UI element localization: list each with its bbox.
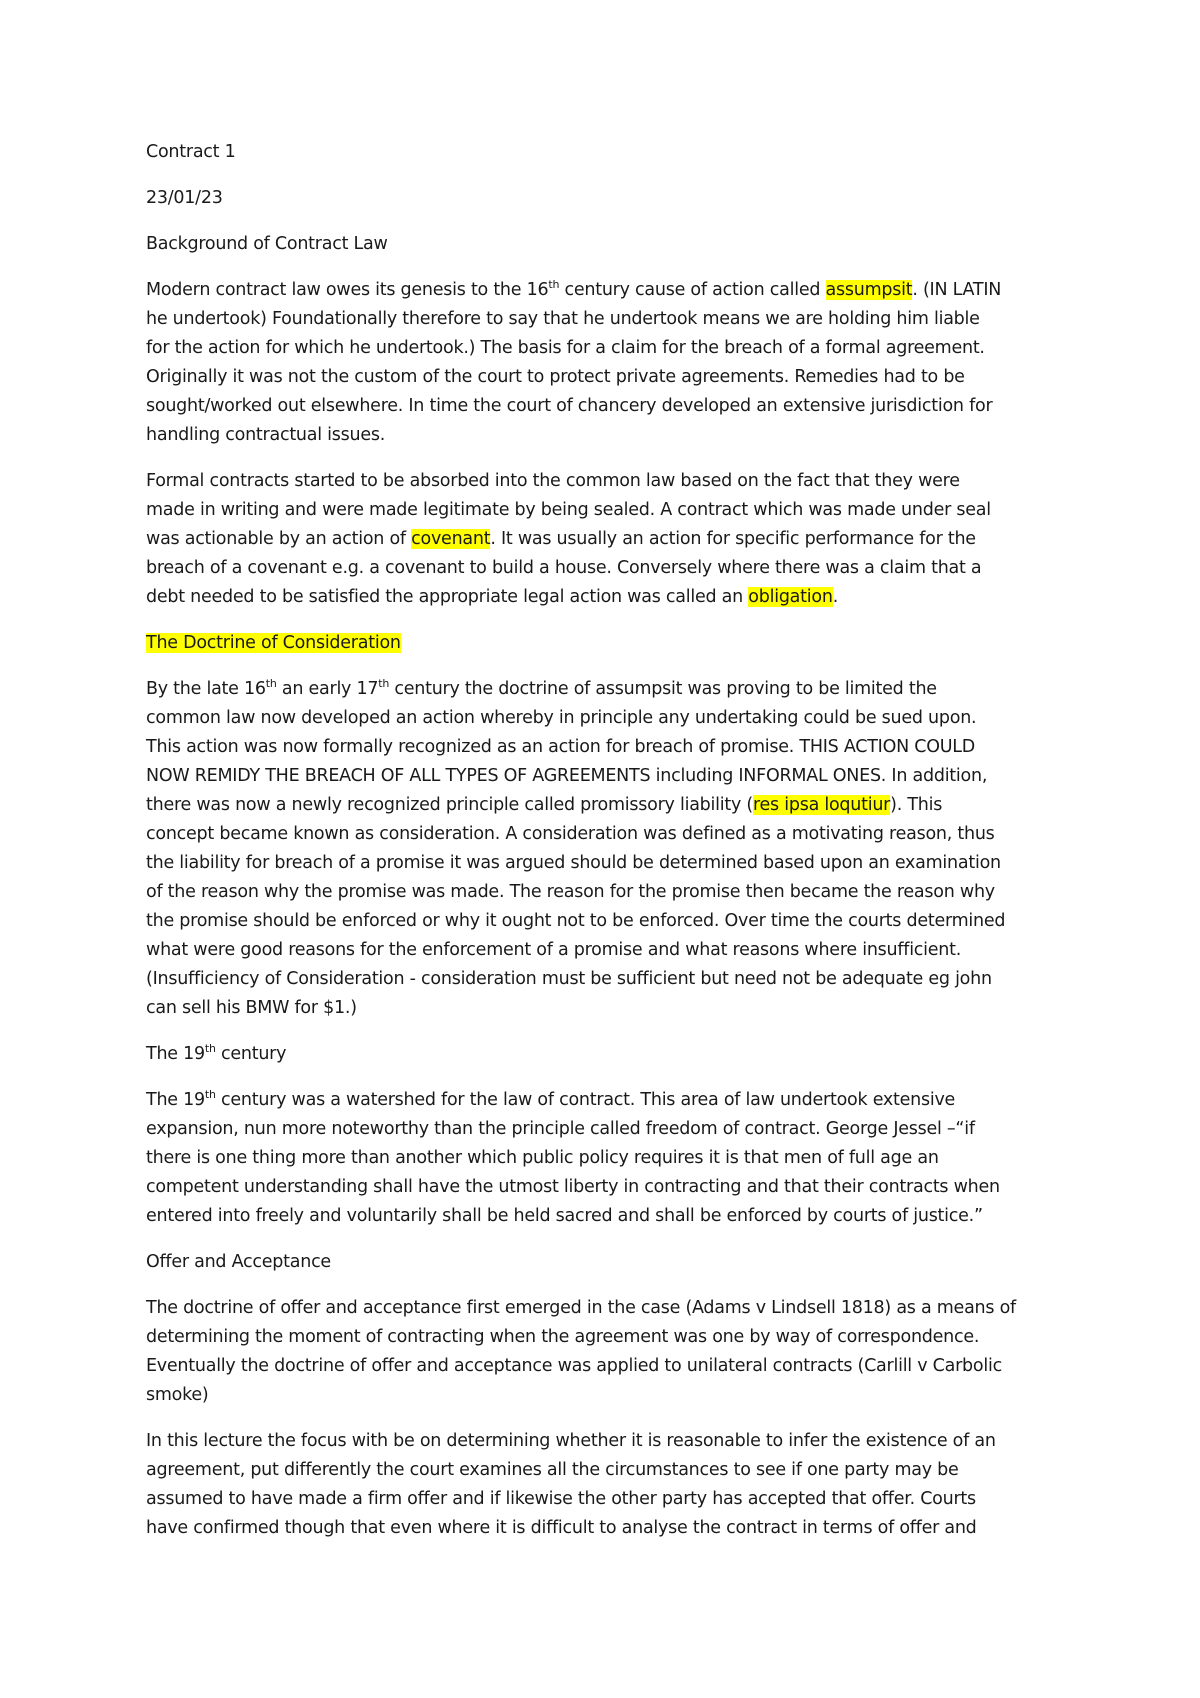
text-line: common law now developed an action whereby in principle any undertaking could be sued upon. bbox=[146, 708, 977, 728]
paragraph-19th-century bbox=[146, 1086, 1086, 1231]
text-line: Eventually the doctrine of offer and acceptance was applied to unilateral contracts (Carlill v Carbolic bbox=[146, 1356, 1002, 1376]
paragraph-offer-acceptance bbox=[146, 1294, 1086, 1410]
text-line: can sell his BMW for $1.) bbox=[146, 998, 357, 1018]
text-line: agreement, put differently the court examines all the circumstances to see if one party may be bbox=[146, 1460, 959, 1480]
paragraph-lecture-focus bbox=[146, 1427, 1086, 1543]
highlight-obligation: obligation bbox=[748, 587, 833, 607]
text-line: what were good reasons for the enforcement of a promise and what reasons where insufficient. bbox=[146, 940, 962, 960]
text-line: The 19th century was a watershed for the law of contract. This area of law undertook extensive bbox=[146, 1088, 956, 1110]
text-line: (Insufficiency of Consideration - consideration must be sufficient but need not be adequate eg john bbox=[146, 969, 992, 989]
text-line: have confirmed though that even where it is difficult to analyse the contract in terms of offer and bbox=[146, 1518, 977, 1538]
highlight-assumpsit: assumpsit bbox=[825, 280, 913, 300]
text-line: the liability for breach of a promise it was argued should be determined based upon an examination bbox=[146, 853, 1001, 873]
text-line: By the late 16th an early 17th century the doctrine of assumpsit was proving to be limited the bbox=[146, 677, 937, 699]
text-line: In this lecture the focus with be on determining whether it is reasonable to infer the existence of an bbox=[146, 1431, 996, 1451]
highlight-res-ipsa: res ipsa loqutiur bbox=[752, 795, 891, 815]
text-line: Originally it was not the custom of the court to protect private agreements. Remedies had to be bbox=[146, 367, 965, 387]
text-line: Formal contracts started to be absorbed into the common law based on the fact that they were bbox=[146, 471, 960, 491]
section-heading-19th-century: The 19th century bbox=[146, 1042, 287, 1064]
text-line: there is one thing more than another which public policy requires it is that men of full age an bbox=[146, 1148, 939, 1168]
text-line: determining the moment of contracting when the agreement was one by way of correspondence. bbox=[146, 1327, 980, 1347]
section-heading-background: Background of Contract Law bbox=[146, 234, 388, 254]
text-line: there was now a newly recognized principle called promissory liability (res ipsa loqutiur). This bbox=[146, 795, 943, 815]
text-line: competent understanding shall have the utmost liberty in contracting and that their contracts when bbox=[146, 1177, 1000, 1197]
text-line: of the reason why the promise was made. The reason for the promise then became the reason why bbox=[146, 882, 995, 902]
text-line: This action was now formally recognized as an action for breach of promise. THIS ACTION COULD bbox=[146, 737, 976, 757]
section-heading-offer-acceptance: Offer and Acceptance bbox=[146, 1252, 331, 1272]
section-heading-consideration: The Doctrine of Consideration bbox=[146, 633, 401, 653]
text-line: The doctrine of offer and acceptance first emerged in the case (Adams v Lindsell 1818) as a means of bbox=[146, 1298, 1016, 1318]
text-line: the promise should be enforced or why it ought not to be enforced. Over time the courts determined bbox=[146, 911, 1006, 931]
text-line: smoke) bbox=[146, 1385, 209, 1405]
document-page bbox=[146, 138, 1086, 1543]
paragraph-formal-contracts bbox=[146, 467, 1086, 612]
highlight-covenant: covenant bbox=[411, 529, 491, 549]
text-line: was actionable by an action of covenant. It was usually an action for specific performance for the bbox=[146, 529, 976, 549]
paragraph-background bbox=[146, 276, 1086, 450]
text-line: sought/worked out elsewhere. In time the court of chancery developed an extensive jurisdiction for bbox=[146, 396, 993, 416]
paragraph-consideration bbox=[146, 675, 1086, 1023]
text-line: Modern contract law owes its genesis to the 16th century cause of action called assumpsit. (IN LATIN bbox=[146, 278, 1002, 300]
document-date: 23/01/23 bbox=[146, 188, 223, 208]
text-line: made in writing and were made legitimate by being sealed. A contract which was made under seal bbox=[146, 500, 991, 520]
document-title: Contract 1 bbox=[146, 142, 236, 162]
text-line: he undertook) Foundationally therefore to say that he undertook means we are holding him liable bbox=[146, 309, 980, 329]
text-line: debt needed to be satisfied the appropriate legal action was called an obligation. bbox=[146, 587, 839, 607]
text-line: concept became known as consideration. A consideration was defined as a motivating reason, thus bbox=[146, 824, 995, 844]
text-line: entered into freely and voluntarily shall be held sacred and shall be enforced by courts of justice.” bbox=[146, 1206, 983, 1226]
text-line: NOW REMIDY THE BREACH OF ALL TYPES OF AGREEMENTS including INFORMAL ONES. In addition, bbox=[146, 766, 988, 786]
text-line: for the action for which he undertook.) The basis for a claim for the breach of a formal agreement. bbox=[146, 338, 985, 358]
text-line: handling contractual issues. bbox=[146, 425, 386, 445]
text-line: expansion, nun more noteworthy than the principle called freedom of contract. George Jessel –“if bbox=[146, 1119, 975, 1139]
text-line: breach of a covenant e.g. a covenant to build a house. Conversely where there was a claim that a bbox=[146, 558, 982, 578]
text-line: assumed to have made a firm offer and if likewise the other party has accepted that offer. Courts bbox=[146, 1489, 976, 1509]
